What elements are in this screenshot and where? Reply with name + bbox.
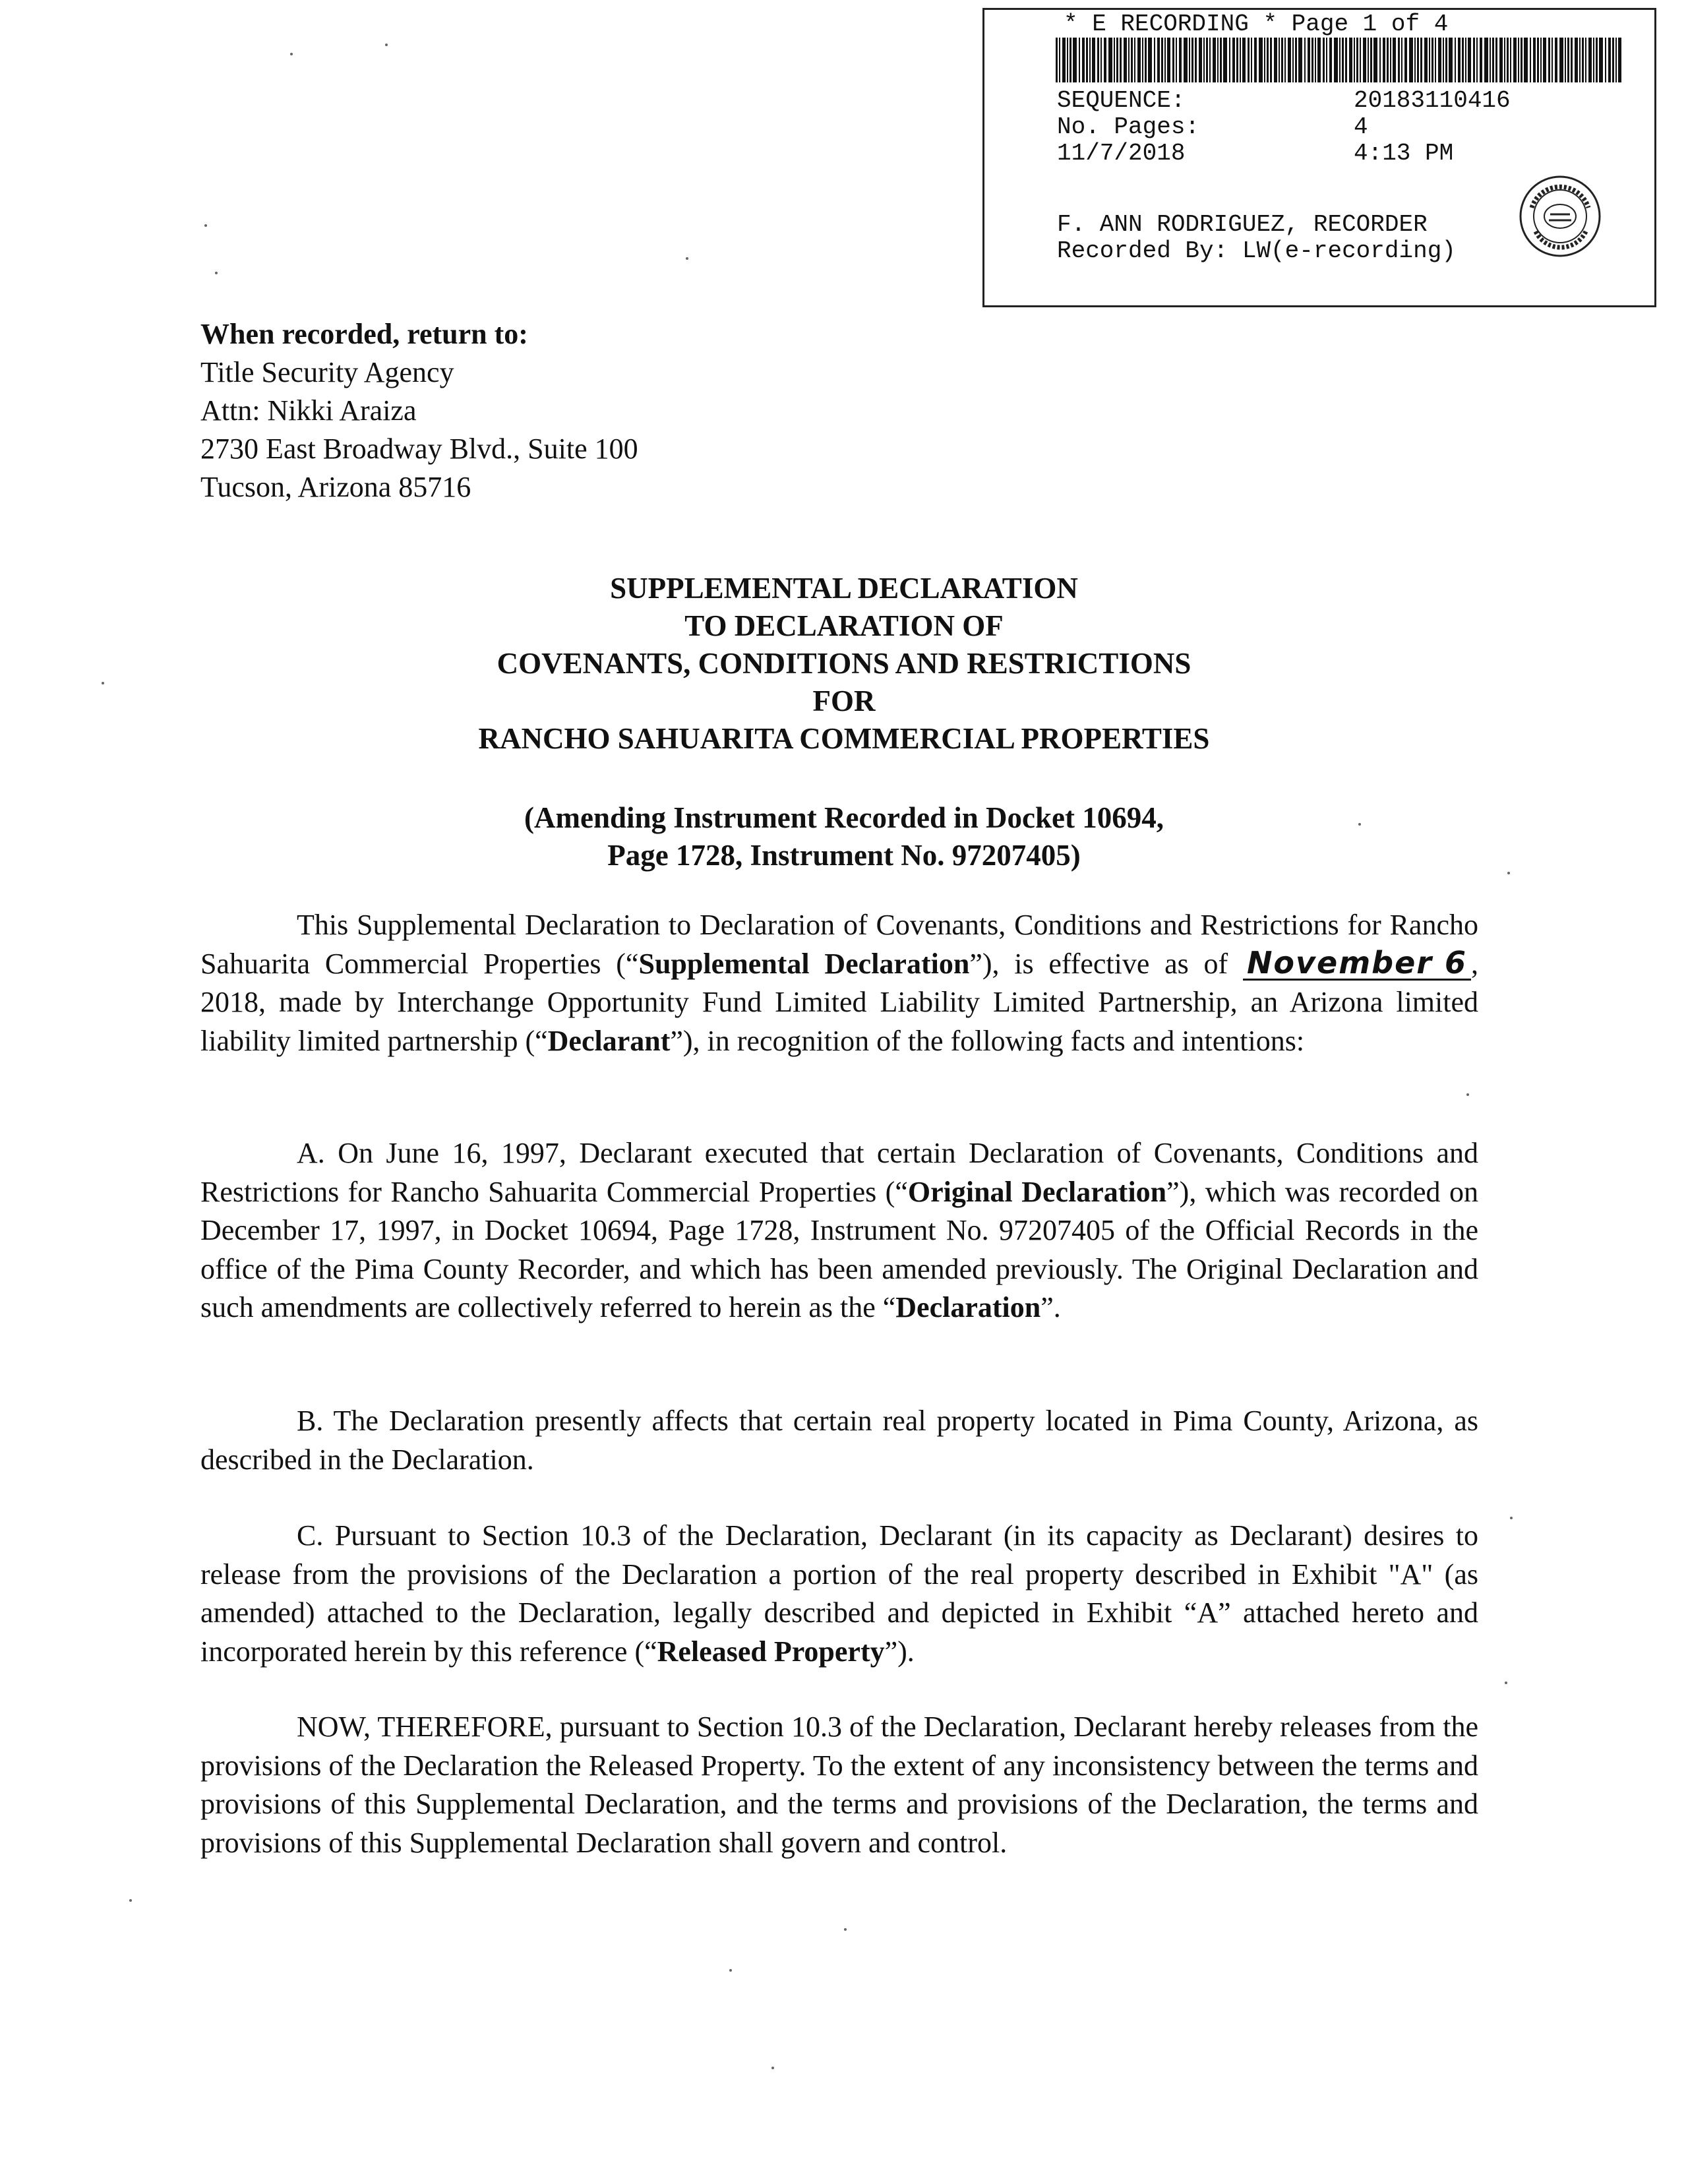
barcode-bar — [1292, 38, 1294, 82]
barcode-bar — [1232, 38, 1235, 82]
barcode-bar — [1612, 38, 1614, 82]
barcode-bar — [1142, 38, 1143, 82]
defined-term: Declaration — [895, 1291, 1041, 1323]
barcode-bar — [1608, 38, 1611, 82]
barcode-bar — [1360, 38, 1361, 82]
barcode-bar — [1458, 38, 1461, 82]
recording-stamp — [982, 8, 1656, 307]
scan-speck — [129, 1899, 132, 1902]
defined-term: Supplemental Declaration — [638, 947, 970, 980]
barcode-bar — [1281, 38, 1283, 82]
scan-speck — [1466, 1093, 1469, 1096]
barcode-bar — [1571, 38, 1573, 82]
barcode-bar — [1345, 38, 1347, 82]
barcode-bar — [1251, 38, 1252, 82]
barcode-bar — [1473, 38, 1475, 82]
barcode-bar — [1435, 38, 1436, 82]
scan-speck — [102, 682, 104, 684]
barcode-bar — [1490, 38, 1491, 82]
scan-speck — [1507, 872, 1510, 874]
barcode-bar — [1492, 38, 1494, 82]
barcode-bar — [1373, 38, 1377, 82]
barcode-bar — [1079, 38, 1080, 82]
barcode-bar — [1398, 38, 1400, 82]
barcode-bar — [1236, 38, 1238, 82]
defined-term: Declarant — [547, 1024, 671, 1057]
barcode-bar — [1504, 38, 1505, 82]
barcode-bar — [1363, 38, 1366, 82]
barcode-bar — [1559, 38, 1563, 82]
barcode-bar — [1575, 38, 1578, 82]
barcode-bar — [1356, 38, 1358, 82]
scan-speck — [1505, 1682, 1507, 1684]
barcode-bar — [1615, 38, 1617, 82]
barcode-bar — [1295, 38, 1297, 82]
title-line: SUPPLEMENTAL DECLARATION — [610, 572, 1078, 605]
barcode-bar — [1209, 38, 1211, 82]
barcode-bar — [1223, 38, 1227, 82]
barcode-bar — [1588, 38, 1592, 82]
recorder-name: F. ANN RODRIGUEZ, RECORDER — [1057, 211, 1428, 238]
barcode-bar — [1308, 38, 1310, 82]
barcode-bar — [1116, 38, 1118, 82]
barcode-bar — [1432, 38, 1433, 82]
barcode-bar — [1379, 38, 1381, 82]
barcode-bar — [1298, 38, 1302, 82]
barcode-bar — [1393, 38, 1396, 82]
scan-speck — [1358, 823, 1361, 826]
barcode-bar — [1465, 38, 1466, 82]
barcode-bar — [1605, 38, 1606, 82]
barcode-bar — [1206, 38, 1208, 82]
barcode-bar — [1267, 38, 1269, 82]
barcode-bar — [1476, 38, 1478, 82]
barcode-bar — [1596, 38, 1598, 82]
barcode-bar — [1334, 38, 1338, 82]
barcode-bar — [1089, 38, 1091, 82]
barcode-bar — [1131, 38, 1133, 82]
barcode-bar — [1317, 38, 1321, 82]
barcode-bar — [1404, 38, 1407, 82]
barcode-bar — [1264, 38, 1265, 82]
barcode-bar — [1354, 38, 1355, 82]
barcode-bar — [1329, 38, 1332, 82]
scan-speck — [771, 2067, 774, 2069]
barcode-bar — [1521, 38, 1522, 82]
barcode-bar — [1510, 38, 1511, 82]
barcode-bar — [1124, 38, 1127, 82]
barcode-bar — [1104, 38, 1106, 82]
stamp-header: * E RECORDING * Page 1 of 4 — [1064, 11, 1449, 38]
barcode-bar — [1552, 38, 1553, 82]
county-recorder-seal-icon — [1517, 173, 1603, 259]
barcode-bar — [1176, 38, 1177, 82]
barcode-bar — [1618, 38, 1621, 82]
barcode-bar — [1484, 38, 1488, 82]
barcode-bar — [1100, 38, 1102, 82]
intro-paragraph: This Supplemental Declaration to Declaration of Covenants, Conditions and Restrictions for Rancho Sahuarita Commercial Properties (“Supplemental Declaration”), is effective as of November 6 , 2018, made by Interchange Opportunity Fund Limited Liability Limited Partnership, an Arizona limited liability limited partnership (“Declarant”), in recognition of the following facts and intentions: — [200, 909, 1478, 1057]
scan-speck — [204, 224, 207, 227]
barcode-bar — [1530, 38, 1531, 82]
barcode-bar — [1073, 38, 1077, 82]
barcode-bar — [1213, 38, 1216, 82]
subtitle-line: (Amending Instrument Recorded in Docket 10694, — [524, 801, 1164, 834]
pages-value: 4 — [1354, 113, 1368, 140]
barcode-bar — [1179, 38, 1182, 82]
barcode-bar — [1383, 38, 1385, 82]
barcode-bar — [1092, 38, 1095, 82]
return-address-line: 2730 East Broadway Blvd., Suite 100 — [200, 433, 638, 465]
scan-speck — [1510, 1517, 1513, 1519]
barcode-bar — [1311, 38, 1313, 82]
barcode-bar — [1438, 38, 1441, 82]
handwritten-date: November 6 — [1243, 947, 1471, 981]
barcode-bar — [1339, 38, 1341, 82]
document-subtitle — [0, 799, 1688, 874]
barcode-bar — [1349, 38, 1352, 82]
barcode-bar — [1443, 38, 1444, 82]
pages-label: No. Pages: — [1057, 113, 1200, 140]
barcode-bar — [1059, 38, 1060, 82]
barcode-bar — [1565, 38, 1566, 82]
barcode-bar — [1585, 38, 1586, 82]
subtitle-line: Page 1728, Instrument No. 97207405) — [607, 839, 1081, 872]
barcode-bar — [1191, 38, 1193, 82]
barcode-bar — [1056, 38, 1058, 82]
barcode-bar — [1582, 38, 1584, 82]
barcode-bar — [1315, 38, 1316, 82]
barcode-bar — [1390, 38, 1391, 82]
barcode-bar — [1304, 38, 1306, 82]
scan-speck — [729, 1969, 732, 1972]
return-address-heading: When recorded, return to: — [200, 318, 528, 350]
return-address-block — [200, 315, 638, 506]
barcode-bar — [1203, 38, 1205, 82]
barcode-bar — [1417, 38, 1419, 82]
barcode-bar — [1274, 38, 1277, 82]
barcode-bar — [1161, 38, 1163, 82]
title-line: FOR — [812, 684, 876, 717]
barcode-bar — [1323, 38, 1325, 82]
barcode-bar — [1449, 38, 1453, 82]
barcode-bar — [1342, 38, 1344, 82]
barcode-bar — [1533, 38, 1536, 82]
barcode-bar — [1593, 38, 1594, 82]
barcode-bar — [1579, 38, 1581, 82]
barcode-bar — [1128, 38, 1130, 82]
paragraph-c: C. Pursuant to Section 10.3 of the Declaration, Declarant (in its capacity as Declarant) desires to release from the provisions of the Declaration a portion of the real property described in Exhibit "A" (as amended) attached to the Declaration, legally described and depicted in Exhibit “A” attached hereto and incorporated herein by this reference (“Released Property”). — [200, 1519, 1478, 1668]
barcode-bar — [1070, 38, 1071, 82]
barcode-bar — [1540, 38, 1542, 82]
return-address-line: Title Security Agency — [200, 356, 454, 388]
barcode-bar — [1462, 38, 1464, 82]
barcode-bar — [1229, 38, 1230, 82]
barcode-bar — [1445, 38, 1447, 82]
barcode-bar — [1134, 38, 1135, 82]
barcode-bar — [1120, 38, 1122, 82]
barcode-bar — [1429, 38, 1430, 82]
barcode-bar — [1199, 38, 1202, 82]
barcode-bar — [1164, 38, 1166, 82]
title-line: TO DECLARATION OF — [684, 609, 1004, 642]
barcode-bar — [1097, 38, 1099, 82]
paragraph-now-therefore: NOW, THEREFORE, pursuant to Section 10.3 of the Declaration, Declarant hereby releases from the provisions of the Declaration the Released Property. To the extent of any inconsistency between the terms and provisions of this Supplemental Declaration, and the terms and provisions of the Declaration, the terms and provisions of this Supplemental Declaration shall govern and control. — [200, 1711, 1478, 1859]
barcode-bar — [1189, 38, 1190, 82]
return-address-line: Attn: Nikki Araiza — [200, 394, 417, 427]
barcode-bar — [1114, 38, 1115, 82]
document-title — [0, 570, 1688, 758]
barcode-bar — [1145, 38, 1147, 82]
barcode-bar — [1599, 38, 1603, 82]
barcode-bar — [1108, 38, 1112, 82]
barcode-bar — [1518, 38, 1519, 82]
barcode — [1056, 38, 1623, 82]
barcode-bar — [1082, 38, 1085, 82]
barcode-bar — [1409, 38, 1413, 82]
barcode-bar — [1507, 38, 1509, 82]
barcode-bar — [1157, 38, 1160, 82]
barcode-bar — [1240, 38, 1241, 82]
recording-time: 4:13 PM — [1354, 140, 1454, 167]
barcode-bar — [1217, 38, 1219, 82]
barcode-bar — [1195, 38, 1197, 82]
barcode-bar — [1495, 38, 1497, 82]
barcode-bar — [1368, 38, 1369, 82]
barcode-bar — [1259, 38, 1263, 82]
scan-speck — [290, 53, 293, 55]
barcode-bar — [1567, 38, 1569, 82]
recorded-by: Recorded By: LW(e-recording) — [1057, 237, 1456, 264]
paragraph-b: B. The Declaration presently affects that certain real property located in Pima County, Arizona, as described in the Declaration. — [200, 1405, 1478, 1476]
barcode-bar — [1513, 38, 1517, 82]
barcode-bar — [1555, 38, 1557, 82]
barcode-bar — [1499, 38, 1503, 82]
return-address-line: Tucson, Arizona 85716 — [200, 471, 471, 503]
barcode-bar — [1167, 38, 1170, 82]
barcode-bar — [1284, 38, 1286, 82]
barcode-bar — [1062, 38, 1066, 82]
barcode-bar — [1279, 38, 1280, 82]
barcode-bar — [1248, 38, 1250, 82]
barcode-bar — [1524, 38, 1528, 82]
paragraph-a: A. On June 16, 1997, Declarant executed that certain Declaration of Covenants, Conditions and Restrictions for Rancho Sahuarita Commercial Properties (“Original Declaration”), which was recorded on December 17, 1997, in Docket 10694, Page 1728, Instrument No. 97207405 of the Official Records in the office of the Pima County Recorder, and which has been amended previously. The Original Declaration and such amendments are collectively referred to herein as the “Declaration”. — [200, 1137, 1478, 1323]
sequence-label: SEQUENCE: — [1057, 87, 1186, 114]
sequence-value: 20183110416 — [1354, 87, 1511, 114]
title-line: RANCHO SAHUARITA COMMERCIAL PROPERTIES — [478, 722, 1210, 755]
barcode-bar — [1220, 38, 1222, 82]
barcode-bar — [1184, 38, 1188, 82]
barcode-bar — [1270, 38, 1272, 82]
barcode-bar — [1067, 38, 1068, 82]
barcode-bar — [1548, 38, 1550, 82]
scan-speck — [385, 44, 388, 46]
barcode-bar — [1537, 38, 1539, 82]
barcode-bar — [1370, 38, 1372, 82]
barcode-bar — [1254, 38, 1257, 82]
scan-speck — [215, 272, 218, 274]
barcode-bar — [1455, 38, 1456, 82]
title-line: COVENANTS, CONDITIONS AND RESTRICTIONS — [497, 647, 1191, 680]
defined-term: Released Property — [657, 1635, 885, 1668]
barcode-bar — [1424, 38, 1428, 82]
barcode-bar — [1401, 38, 1402, 82]
barcode-bar — [1414, 38, 1416, 82]
barcode-bar — [1288, 38, 1291, 82]
barcode-bar — [1468, 38, 1471, 82]
scan-speck — [844, 1928, 847, 1931]
barcode-bar — [1543, 38, 1546, 82]
barcode-bar — [1172, 38, 1174, 82]
barcode-bar — [1387, 38, 1389, 82]
barcode-bar — [1242, 38, 1246, 82]
barcode-bar — [1086, 38, 1088, 82]
barcode-bar — [1326, 38, 1327, 82]
recording-date: 11/7/2018 — [1057, 140, 1186, 167]
barcode-bar — [1148, 38, 1152, 82]
defined-term: Original Declaration — [907, 1175, 1167, 1208]
barcode-bar — [1154, 38, 1155, 82]
barcode-bar — [1137, 38, 1141, 82]
scan-speck — [686, 257, 688, 260]
barcode-bar — [1480, 38, 1482, 82]
barcode-bar — [1420, 38, 1422, 82]
